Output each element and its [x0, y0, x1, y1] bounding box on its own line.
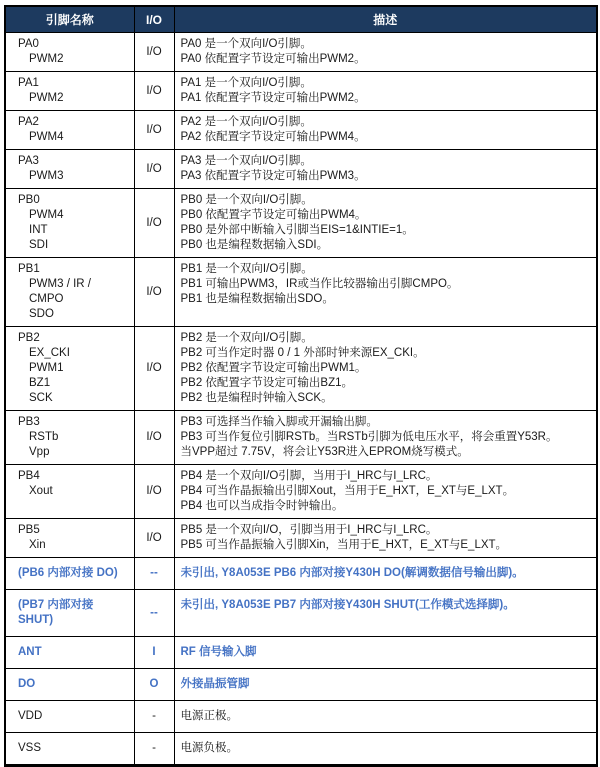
pin-name: VSS: [18, 742, 42, 754]
pin-name-cell: [5, 637, 134, 669]
pin-name: PA2: [18, 116, 39, 128]
description-line: RF 信号输入脚: [180, 646, 257, 658]
io-cell: I/O: [134, 72, 174, 111]
pin-name-cell: [5, 327, 134, 411]
pin-alt-function: Xin: [29, 539, 46, 551]
io-cell: I/O: [134, 519, 174, 558]
description-cell: [174, 701, 597, 733]
description-line: PA2 是一个双向I/O引脚。: [180, 116, 312, 128]
pin-name-cell: [5, 72, 134, 111]
io-cell: --: [134, 558, 174, 590]
table-row: [5, 701, 597, 733]
pin-alt-function: Xout: [29, 485, 53, 497]
io-cell: I/O: [134, 258, 174, 327]
description-line: PB0 也是编程数据输入SDI。: [180, 239, 329, 251]
table-row: [5, 189, 597, 258]
pin-alt-function: RSTb: [29, 431, 59, 443]
description-cell: [174, 150, 597, 189]
description-line: PB1 是一个双向I/O引脚。: [180, 263, 313, 275]
description-line: PB1 可输出PWM3，IR或当作比较器输出引脚CMPO。: [180, 278, 459, 290]
description-line: 未引出, Y8A053E PB6 内部对接Y430H DO(解调数据信号输出脚)。: [180, 567, 524, 579]
description-line: PB4 也可以当成指令时钟输出。: [180, 500, 344, 512]
header-io: I/O: [134, 6, 174, 33]
pin-alt-function: SCK: [29, 392, 53, 404]
table-row: [5, 111, 597, 150]
description-cell: [174, 72, 597, 111]
description-line: PB2 是一个双向I/O引脚。: [180, 332, 313, 344]
pin-name: PA0: [18, 38, 39, 50]
description-line: PB2 也是编程时钟输入SCK。: [180, 392, 333, 404]
pin-description-table: [4, 5, 598, 767]
pin-alt-function: PWM2: [29, 53, 64, 65]
table-row: [5, 637, 597, 669]
description-line: PB2 依配置字节设定可输出BZ1。: [180, 377, 354, 389]
pin-name-cell: [5, 701, 134, 733]
pin-name: PB5: [18, 524, 40, 536]
description-line: PA0 依配置字节设定可输出PWM2。: [180, 53, 366, 65]
io-cell: -: [134, 733, 174, 766]
description-line: PA3 依配置字节设定可输出PWM3。: [180, 170, 366, 182]
io-cell: O: [134, 669, 174, 701]
table-row: [5, 669, 597, 701]
description-line: PB2 依配置字节设定可输出PWM1。: [180, 362, 367, 374]
io-cell: -: [134, 701, 174, 733]
description-cell: [174, 33, 597, 72]
description-cell: [174, 590, 597, 637]
description-line: PA0 是一个双向I/O引脚。: [180, 38, 312, 50]
pin-name-cell: [5, 33, 134, 72]
description-line: PA1 是一个双向I/O引脚。: [180, 77, 312, 89]
description-cell: [174, 258, 597, 327]
pin-alt-function: SDO: [29, 308, 54, 320]
table-row: [5, 411, 597, 465]
description-cell: [174, 327, 597, 411]
pin-name-cell: [5, 189, 134, 258]
description-line: PB0 是外部中断输入引脚当EIS=1&INTIE=1。: [180, 224, 414, 236]
table-row: [5, 150, 597, 189]
description-line: 当VPP超过 7.75V，将会让Y53R进入EPROM烧写模式。: [180, 446, 469, 458]
description-cell: [174, 519, 597, 558]
description-line: 未引出, Y8A053E PB7 内部对接Y430H SHUT(工作模式选择脚)。: [180, 599, 515, 611]
pin-name: PB3: [18, 416, 40, 428]
description-cell: [174, 669, 597, 701]
description-line: PB5 是一个双向I/O，引脚当用于I_HRC与I_LRC。: [180, 524, 438, 536]
pin-alt-function: PWM2: [29, 92, 64, 104]
table-row: [5, 519, 597, 558]
header-description: 描述: [174, 6, 597, 33]
io-cell: I/O: [134, 111, 174, 150]
description-line: PB4 可当作晶振输出引脚Xout，当用于E_HXT，E_XT与E_LXT。: [180, 485, 515, 497]
table-row: [5, 72, 597, 111]
description-cell: [174, 733, 597, 766]
pin-name: (PB7 内部对接 SHUT): [18, 599, 94, 626]
description-cell: [174, 111, 597, 150]
pin-alt-function: PWM1: [29, 362, 64, 374]
pin-name-cell: [5, 590, 134, 637]
table-row: [5, 590, 597, 637]
description-line: PB3 可选择当作输入脚或开漏输出脚。: [180, 416, 378, 428]
pin-alt-function: PWM3: [29, 170, 64, 182]
description-line: PB0 依配置字节设定可输出PWM4。: [180, 209, 367, 221]
table-row: [5, 465, 597, 519]
table-row: [5, 327, 597, 411]
description-cell: [174, 637, 597, 669]
pin-name-cell: [5, 519, 134, 558]
table-row: [5, 33, 597, 72]
pin-name-cell: [5, 150, 134, 189]
io-cell: I/O: [134, 150, 174, 189]
pin-alt-function: Vpp: [29, 446, 50, 458]
pin-name: PA3: [18, 155, 39, 167]
io-cell: I/O: [134, 327, 174, 411]
pin-name: ANT: [18, 646, 42, 658]
pin-name-cell: [5, 411, 134, 465]
description-line: 外接晶振管脚: [180, 678, 250, 690]
pin-name: PB0: [18, 194, 40, 206]
table-row: [5, 258, 597, 327]
pin-name: PA1: [18, 77, 39, 89]
description-cell: [174, 411, 597, 465]
pin-alt-function: PWM4: [29, 131, 64, 143]
description-line: PA2 依配置字节设定可输出PWM4。: [180, 131, 366, 143]
io-cell: I/O: [134, 33, 174, 72]
table-header: [5, 6, 597, 33]
description-line: PA1 依配置字节设定可输出PWM2。: [180, 92, 366, 104]
io-cell: I/O: [134, 411, 174, 465]
io-cell: I/O: [134, 189, 174, 258]
pin-table-body: [5, 33, 597, 766]
description-line: PB3 可当作复位引脚RSTb。当RSTb引脚为低电压水平，将会重置Y53R。: [180, 431, 558, 443]
description-line: 电源负极。: [180, 742, 238, 754]
pin-name-cell: [5, 733, 134, 766]
pin-alt-function: EX_CKI: [29, 347, 70, 359]
description-line: PB0 是一个双向I/O引脚。: [180, 194, 313, 206]
description-line: PB5 可当作晶振输入引脚Xin，当用于E_HXT，E_XT与E_LXT。: [180, 539, 508, 551]
description-line: PA3 是一个双向I/O引脚。: [180, 155, 312, 167]
description-line: PB4 是一个双向I/O引脚，当用于I_HRC与I_LRC。: [180, 470, 438, 482]
description-cell: [174, 558, 597, 590]
pin-name: PB2: [18, 332, 40, 344]
pin-alt-function: PWM4: [29, 209, 64, 221]
header-pin-name: 引脚名称: [5, 6, 134, 33]
io-cell: I/O: [134, 465, 174, 519]
header-row: [5, 6, 597, 33]
description-cell: [174, 465, 597, 519]
pin-name: DO: [18, 678, 36, 690]
pin-alt-function: INT: [29, 224, 48, 236]
pin-alt-function: SDI: [29, 239, 49, 251]
pin-name: PB4: [18, 470, 40, 482]
pin-name-cell: [5, 669, 134, 701]
table-row: [5, 558, 597, 590]
description-cell: [174, 189, 597, 258]
io-cell: I: [134, 637, 174, 669]
pin-name: VDD: [18, 710, 43, 722]
pin-alt-function: PWM3 / IR / CMPO: [29, 278, 91, 305]
table-row: [5, 733, 597, 766]
pin-name-cell: [5, 558, 134, 590]
pin-alt-function: BZ1: [29, 377, 51, 389]
io-cell: --: [134, 590, 174, 637]
pin-name-cell: [5, 111, 134, 150]
pin-name: (PB6 内部对接 DO): [18, 567, 118, 579]
description-line: PB1 也是编程数据输出SDO。: [180, 293, 334, 305]
pin-name: PB1: [18, 263, 40, 275]
description-line: PB2 可当作定时器 0 / 1 外部时钟来源EX_CKI。: [180, 347, 425, 359]
pin-name-cell: [5, 465, 134, 519]
pin-name-cell: [5, 258, 134, 327]
description-line: 电源正极。: [180, 710, 238, 722]
